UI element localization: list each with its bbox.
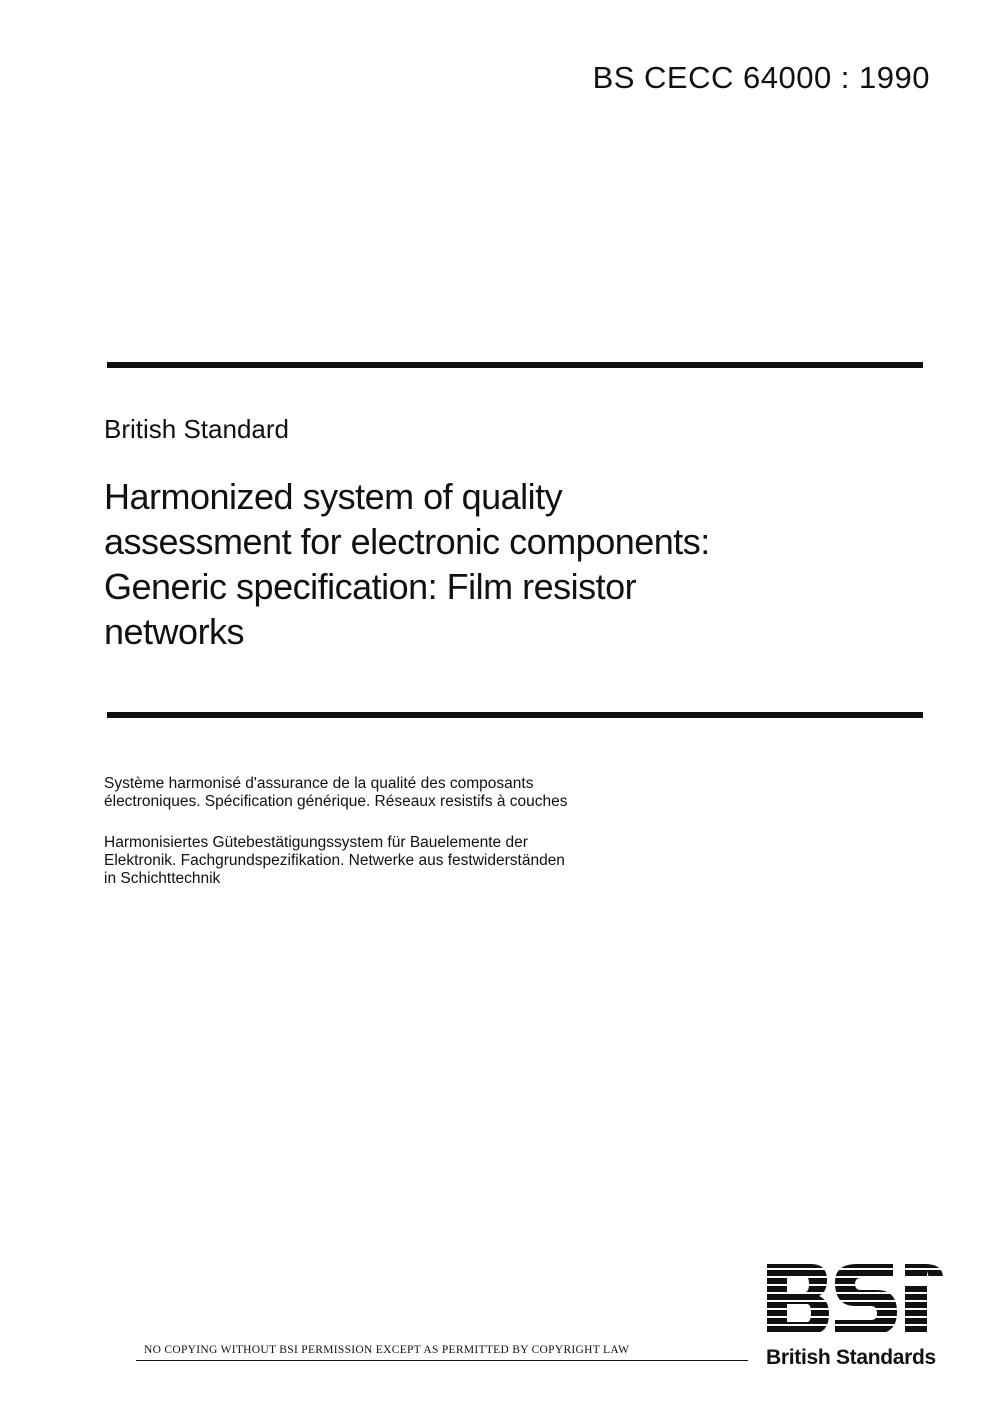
german-title <box>104 834 664 888</box>
standard-number: BS CECC 64000 : 1990 <box>592 60 930 95</box>
bsi-logo-caption: British Standards <box>766 1346 936 1369</box>
title-line: assessment for electronic components: <box>104 521 710 562</box>
document-kicker: British Standard <box>104 414 289 444</box>
title-line: Harmonized system of quality <box>104 476 563 517</box>
french-title-line: Système harmonisé d'assurance de la qualité des composants <box>104 775 534 792</box>
french-title <box>104 775 664 811</box>
document-title <box>104 474 824 654</box>
bsi-logo-icon <box>765 1262 945 1342</box>
german-title-line: Elektronik. Fachgrundspezifikation. Netwerke aus festwiderständen <box>104 852 565 869</box>
german-title-line: Harmonisiertes Gütebestätigungssystem für Bauelemente der <box>104 834 528 851</box>
bsi-logo <box>765 1262 945 1342</box>
title-line: networks <box>104 611 245 652</box>
copyright-notice-text: NO COPYING WITHOUT BSI PERMISSION EXCEPT AS PERMITTED BY COPYRIGHT LAW <box>144 1344 630 1356</box>
german-title-line: in Schichttechnik <box>104 870 221 887</box>
copyright-notice <box>136 1344 748 1361</box>
french-title-line: électroniques. Spécification générique. Réseaux resistifs à couches <box>104 793 568 810</box>
title-line: Generic specification: Film resistor <box>104 566 637 607</box>
top-rule <box>107 362 923 368</box>
bottom-rule <box>107 712 923 718</box>
